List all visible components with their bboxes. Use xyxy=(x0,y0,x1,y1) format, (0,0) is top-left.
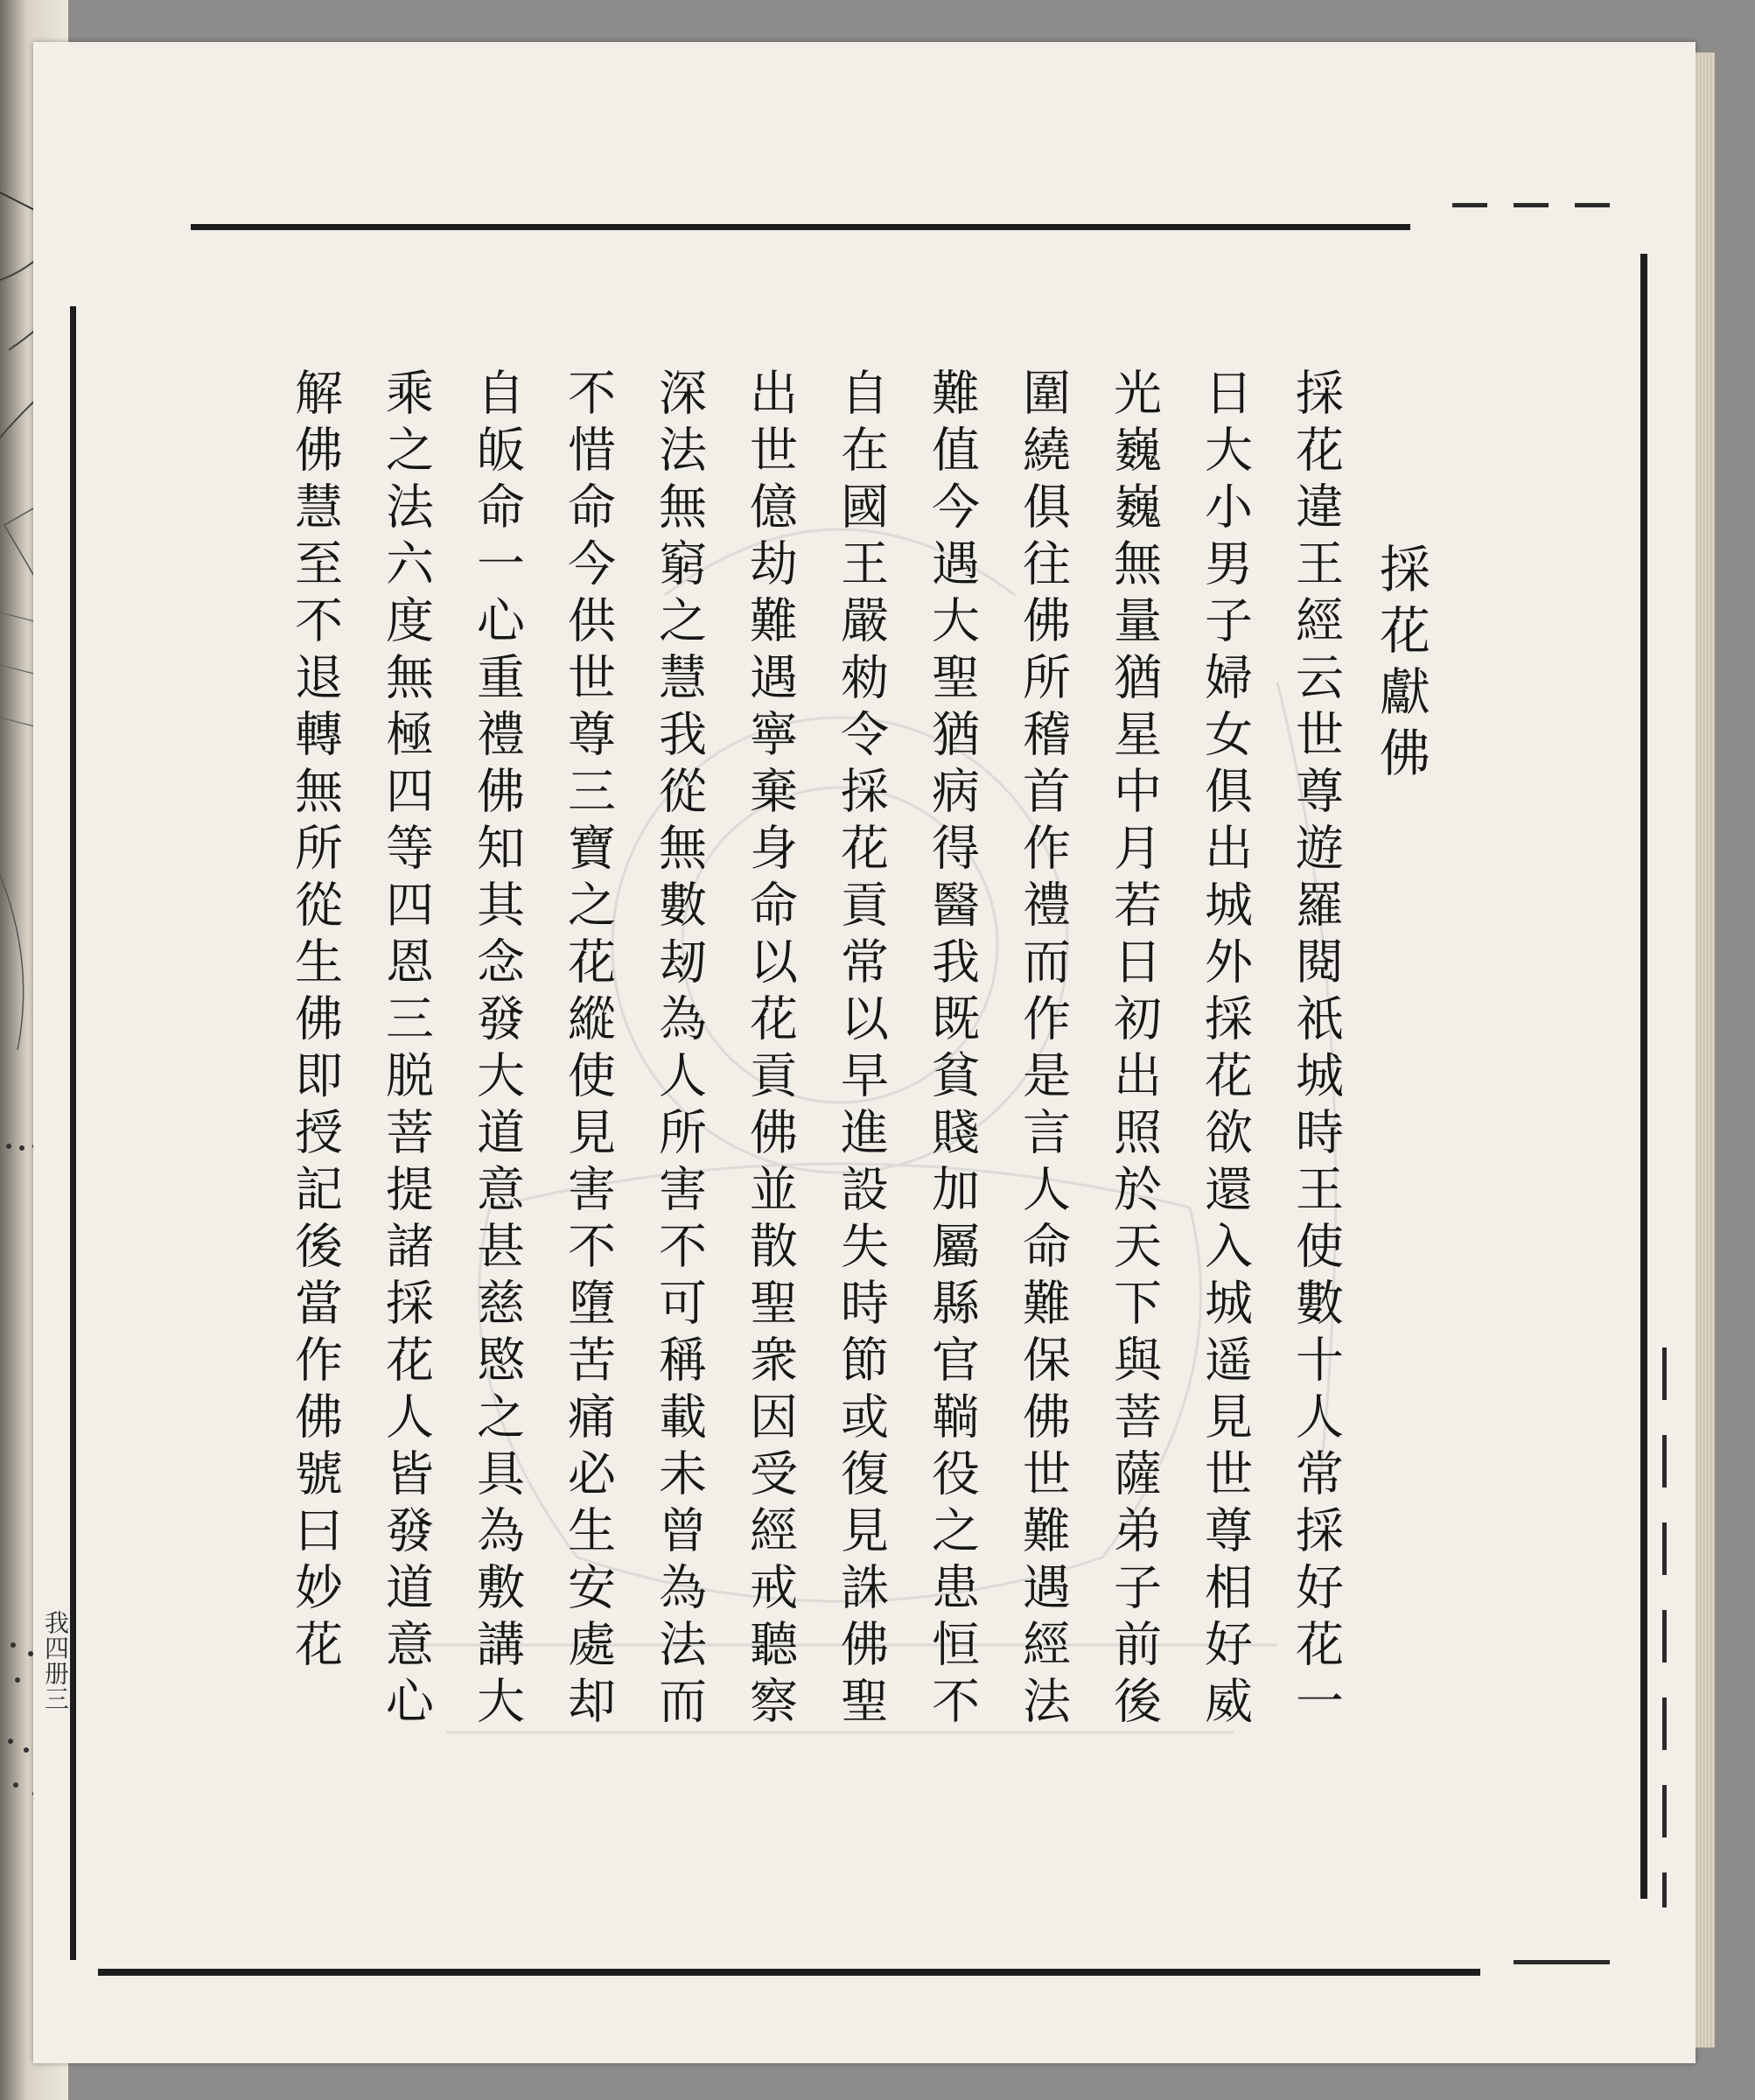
page-stack-edge xyxy=(1696,52,1715,2048)
frame-top-right-border xyxy=(1452,203,1627,207)
page-title: 採花獻佛 xyxy=(1371,542,1430,788)
text-column-4: 圍繞俱往佛所稽首作禮而作是言人命難保佛世難遇經法 xyxy=(1015,368,1071,1732)
text-column-2: 日大小男子婦女俱出城外採花欲還入城遥見世尊相好威 xyxy=(1197,368,1253,1732)
text-column-8: 深法無窮之慧我從無數刼為人所害不可稱載未曾為法而 xyxy=(651,368,707,1732)
text-column-5: 難值今遇大聖猶病得醫我既貧賤加屬縣官鞝役之患恒不 xyxy=(924,368,980,1732)
text-column-12: 解佛慧至不退轉無所從生佛即授記後當作佛號曰妙花 xyxy=(287,368,343,1676)
frame-bottom-border xyxy=(98,1969,1480,1976)
text-column-3: 光巍巍無量猶星中月若日初出照於天下與菩薩弟子前後 xyxy=(1106,368,1162,1732)
text-column-9: 不惜命今供世尊三寶之花縱使見害不墮苦痛必生安處却 xyxy=(560,368,616,1732)
text-column-1: 採花違王經云世尊遊羅閱祇城時王使數十人常採好花一 xyxy=(1288,368,1344,1732)
folio-margin-mark: 我四册三 xyxy=(41,1610,70,1712)
frame-right-outer-dashes xyxy=(1662,1348,1667,1908)
text-column-7: 出世億劫難遇寧棄身命以花貢佛並散聖衆因受經戒聽察 xyxy=(742,368,798,1732)
frame-left-border xyxy=(70,306,76,1960)
text-column-6: 自在國王嚴勑令採花貢常以早進設失時節或復見誅佛聖 xyxy=(833,368,889,1732)
frame-right-border xyxy=(1640,254,1647,1899)
text-column-10: 自皈命一心重禮佛知其念發大道意甚慈愍之具為敷講大 xyxy=(469,368,525,1732)
text-column-11: 乘之法六度無極四等四恩三脱菩提諸採花人皆發道意心 xyxy=(378,368,434,1732)
frame-bottom-right-border xyxy=(1514,1960,1610,1964)
frame-top-border xyxy=(191,224,1410,230)
